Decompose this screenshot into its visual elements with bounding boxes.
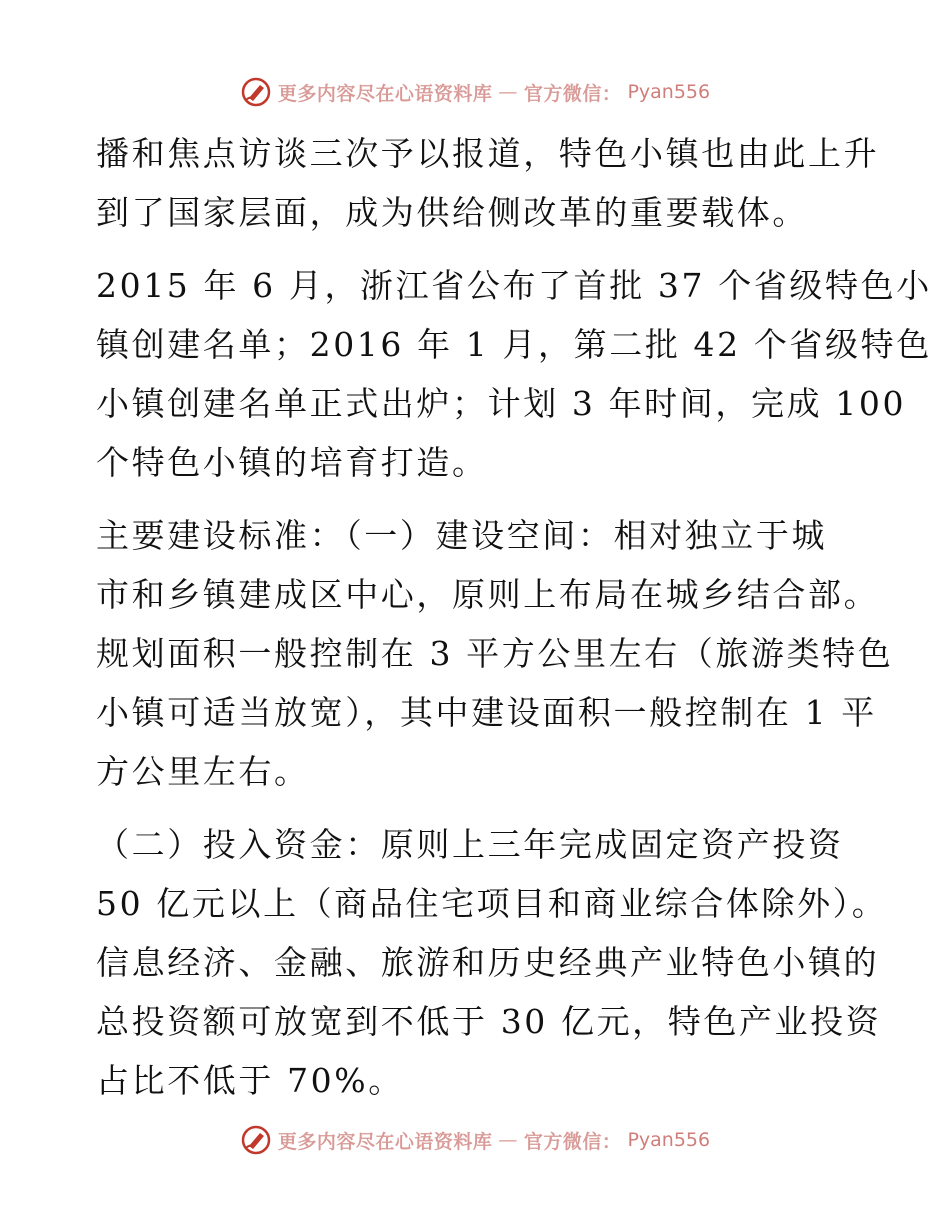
text-line: 信息经济、金融、旅游和历史经典产业特色小镇的: [96, 943, 880, 982]
watermark-dash: —: [498, 81, 518, 103]
text-line: 2015 年 6 月，浙江省公布了首批 37 个省级特色小: [96, 266, 932, 305]
text-line: 市和乡镇建成区中心，原则上布局在城乡结合部。: [96, 575, 880, 614]
footer-watermark: [0, 1120, 950, 1160]
watermark-wechat-id: Pyan556: [627, 81, 711, 103]
text-line: 总投资额可放宽到不低于 30 亿元，特色产业投资: [96, 1002, 882, 1041]
text-line: （二）投入资金：原则上三年完成固定资产投资: [96, 825, 844, 864]
paragraph-4: [96, 815, 888, 1110]
text-line: 播和焦点访谈三次予以报道，特色小镇也由此上升: [96, 134, 880, 173]
paragraph-3: [96, 506, 894, 801]
text-line: 50 亿元以上（商品住宅项目和商业综合体除外）。: [96, 884, 888, 923]
watermark-main-text: 更多内容尽在心语资料库: [277, 82, 493, 105]
text-line: 小镇创建名单正式出炉；计划 3 年时间，完成 100: [96, 384, 907, 423]
paragraph-2: [96, 256, 932, 492]
watermark-wechat-id: Pyan556: [627, 1129, 711, 1151]
text-line: 个特色小镇的培育打造。: [96, 443, 488, 482]
watermark-dash: —: [498, 1129, 518, 1151]
text-line: 主要建设标准：（一）建设空间：相对独立于城: [96, 516, 828, 555]
paragraph-1: [96, 124, 880, 242]
header-watermark: [0, 72, 950, 112]
watermark-main-text: 更多内容尽在心语资料库: [277, 1130, 493, 1153]
watermark-wechat-label: 官方微信：: [523, 82, 622, 105]
text-line: 规划面积一般控制在 3 平方公里左右（旅游类特色: [96, 634, 894, 673]
document-body: [96, 124, 932, 1124]
text-line: 占比不低于 70%。: [96, 1061, 404, 1100]
text-line: 小镇可适当放宽），其中建设面积一般控制在 1 平: [96, 693, 877, 732]
logo-icon: [240, 76, 272, 108]
text-line: 到了国家层面，成为供给侧改革的重要载体。: [96, 193, 808, 232]
logo-icon: [240, 1124, 272, 1156]
text-line: 方公里左右。: [96, 752, 310, 791]
text-line: 镇创建名单；2016 年 1 月，第二批 42 个省级特色: [96, 325, 932, 364]
watermark-wechat-label: 官方微信：: [523, 1130, 622, 1153]
